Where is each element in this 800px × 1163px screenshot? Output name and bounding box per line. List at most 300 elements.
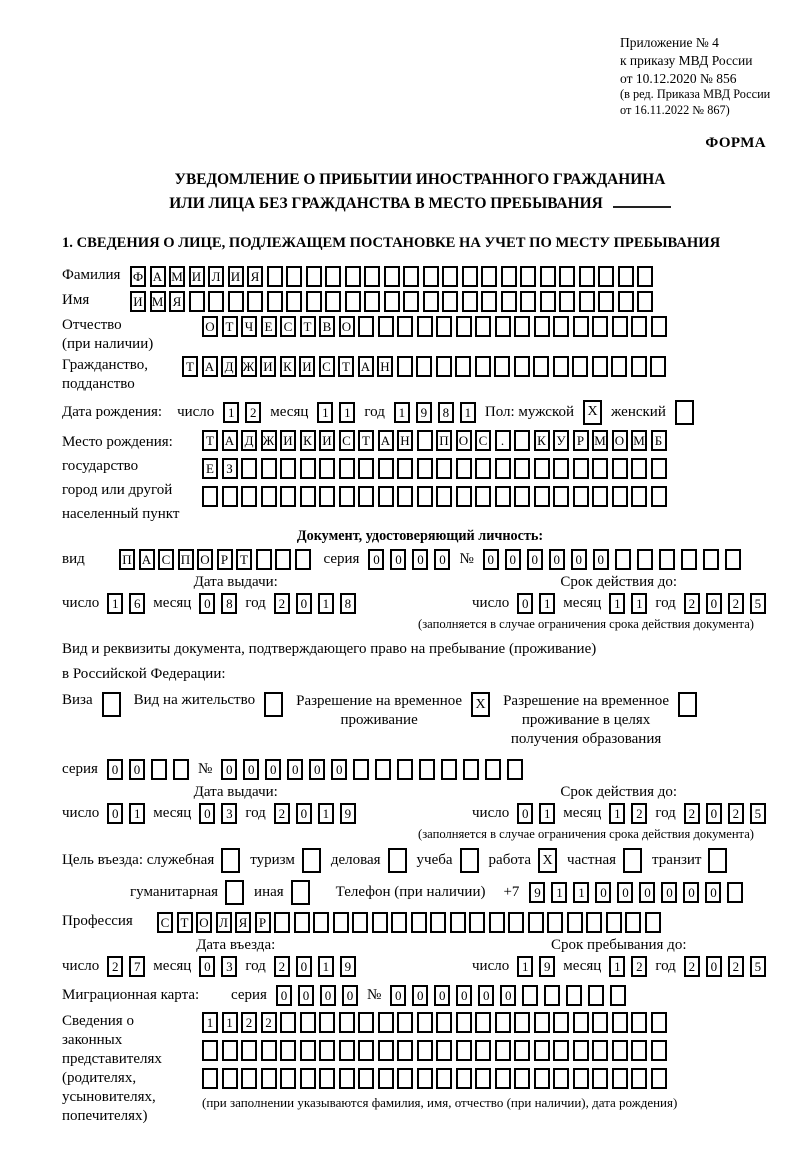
char-box[interactable]: П — [178, 549, 194, 570]
char-box[interactable] — [534, 1012, 550, 1033]
char-box[interactable]: И — [260, 356, 276, 377]
char-box[interactable]: С — [158, 549, 174, 570]
purpose-private-checkbox[interactable] — [623, 848, 642, 873]
char-box[interactable] — [501, 291, 517, 312]
char-box[interactable] — [319, 1012, 335, 1033]
purpose-business-checkbox[interactable] — [388, 848, 407, 873]
char-box[interactable]: 1 — [631, 593, 647, 614]
char-box[interactable]: 1 — [223, 402, 239, 423]
char-box[interactable] — [514, 1040, 530, 1061]
char-box[interactable]: 0 — [706, 956, 722, 977]
char-box[interactable]: Т — [182, 356, 198, 377]
char-box[interactable] — [300, 458, 316, 479]
char-box[interactable]: М — [592, 430, 608, 451]
char-box[interactable]: 1 — [317, 402, 333, 423]
char-box[interactable]: И — [189, 266, 205, 287]
female-checkbox[interactable] — [675, 400, 694, 425]
char-box[interactable] — [573, 316, 589, 337]
char-box[interactable] — [475, 316, 491, 337]
char-box[interactable] — [534, 1068, 550, 1089]
char-box[interactable] — [456, 1012, 472, 1033]
char-box[interactable] — [325, 266, 341, 287]
char-box[interactable]: 8 — [221, 593, 237, 614]
char-box[interactable] — [481, 266, 497, 287]
char-box[interactable] — [573, 1012, 589, 1033]
purpose-humanitarian-checkbox[interactable] — [225, 880, 244, 905]
char-box[interactable] — [436, 486, 452, 507]
char-box[interactable] — [300, 1040, 316, 1061]
char-box[interactable]: О — [456, 430, 472, 451]
char-box[interactable]: П — [436, 430, 452, 451]
char-box[interactable]: 0 — [243, 759, 259, 780]
char-box[interactable] — [358, 1040, 374, 1061]
purpose-work-checkbox[interactable]: X — [538, 848, 557, 873]
char-box[interactable] — [573, 458, 589, 479]
char-box[interactable]: 0 — [199, 593, 215, 614]
char-box[interactable]: 0 — [706, 593, 722, 614]
char-box[interactable] — [397, 356, 413, 377]
char-box[interactable] — [417, 1068, 433, 1089]
char-box[interactable]: Я — [247, 266, 263, 287]
char-box[interactable]: 9 — [340, 956, 356, 977]
char-box[interactable] — [222, 1040, 238, 1061]
char-box[interactable] — [651, 1040, 667, 1061]
char-box[interactable]: О — [196, 912, 212, 933]
char-box[interactable] — [501, 266, 517, 287]
char-box[interactable] — [475, 1012, 491, 1033]
char-box[interactable]: З — [222, 458, 238, 479]
char-box[interactable] — [579, 291, 595, 312]
char-box[interactable] — [534, 1040, 550, 1061]
char-box[interactable] — [241, 1068, 257, 1089]
char-box[interactable] — [261, 458, 277, 479]
char-box[interactable] — [475, 356, 491, 377]
char-box[interactable] — [588, 985, 604, 1006]
char-box[interactable]: Е — [261, 316, 277, 337]
char-box[interactable]: 2 — [728, 956, 744, 977]
char-box[interactable]: 2 — [684, 956, 700, 977]
char-box[interactable] — [436, 356, 452, 377]
char-box[interactable] — [358, 1068, 374, 1089]
char-box[interactable] — [514, 458, 530, 479]
char-box[interactable] — [391, 912, 407, 933]
char-box[interactable] — [611, 356, 627, 377]
char-box[interactable] — [645, 912, 661, 933]
char-box[interactable] — [553, 316, 569, 337]
char-box[interactable] — [612, 1068, 628, 1089]
char-box[interactable]: О — [197, 549, 213, 570]
char-box[interactable] — [631, 356, 647, 377]
char-box[interactable]: 1 — [222, 1012, 238, 1033]
char-box[interactable]: М — [169, 266, 185, 287]
char-box[interactable] — [436, 1040, 452, 1061]
char-box[interactable]: 0 — [434, 985, 450, 1006]
char-box[interactable] — [520, 266, 536, 287]
char-box[interactable] — [189, 291, 205, 312]
char-box[interactable] — [280, 458, 296, 479]
char-box[interactable]: К — [534, 430, 550, 451]
char-box[interactable]: 9 — [340, 803, 356, 824]
char-box[interactable] — [618, 266, 634, 287]
char-box[interactable] — [319, 486, 335, 507]
char-box[interactable]: 0 — [639, 882, 655, 903]
char-box[interactable]: Т — [338, 356, 354, 377]
char-box[interactable] — [280, 1012, 296, 1033]
char-box[interactable] — [651, 1012, 667, 1033]
char-box[interactable] — [540, 266, 556, 287]
char-box[interactable] — [353, 759, 369, 780]
char-box[interactable] — [397, 1012, 413, 1033]
char-box[interactable]: 0 — [549, 549, 565, 570]
char-box[interactable] — [631, 316, 647, 337]
char-box[interactable] — [514, 486, 530, 507]
char-box[interactable] — [533, 356, 549, 377]
char-box[interactable]: С — [339, 430, 355, 451]
char-box[interactable] — [514, 316, 530, 337]
char-box[interactable] — [372, 912, 388, 933]
char-box[interactable]: 0 — [129, 759, 145, 780]
char-box[interactable]: 3 — [221, 803, 237, 824]
char-box[interactable]: 1 — [202, 1012, 218, 1033]
char-box[interactable] — [397, 1040, 413, 1061]
char-box[interactable] — [659, 549, 675, 570]
char-box[interactable]: И — [130, 291, 146, 312]
char-box[interactable]: Я — [235, 912, 251, 933]
char-box[interactable] — [339, 1068, 355, 1089]
char-box[interactable] — [592, 1040, 608, 1061]
char-box[interactable] — [256, 549, 272, 570]
char-box[interactable] — [481, 291, 497, 312]
char-box[interactable] — [397, 316, 413, 337]
char-box[interactable] — [631, 1068, 647, 1089]
char-box[interactable] — [610, 985, 626, 1006]
char-box[interactable]: 0 — [517, 593, 533, 614]
char-box[interactable] — [520, 291, 536, 312]
char-box[interactable]: 0 — [706, 803, 722, 824]
char-box[interactable] — [522, 985, 538, 1006]
char-box[interactable]: 0 — [500, 985, 516, 1006]
char-box[interactable]: 0 — [287, 759, 303, 780]
char-box[interactable]: Р — [573, 430, 589, 451]
char-box[interactable]: 0 — [617, 882, 633, 903]
char-box[interactable] — [345, 291, 361, 312]
char-box[interactable]: 1 — [609, 593, 625, 614]
char-box[interactable]: 1 — [129, 803, 145, 824]
char-box[interactable] — [300, 1012, 316, 1033]
char-box[interactable]: 1 — [551, 882, 567, 903]
char-box[interactable] — [378, 1068, 394, 1089]
char-box[interactable] — [358, 458, 374, 479]
char-box[interactable] — [637, 549, 653, 570]
char-box[interactable] — [507, 759, 523, 780]
char-box[interactable] — [419, 759, 435, 780]
char-box[interactable]: 5 — [750, 956, 766, 977]
char-box[interactable]: О — [612, 430, 628, 451]
char-box[interactable] — [553, 1068, 569, 1089]
char-box[interactable] — [364, 266, 380, 287]
char-box[interactable] — [450, 912, 466, 933]
char-box[interactable] — [651, 458, 667, 479]
char-box[interactable]: А — [202, 356, 218, 377]
char-box[interactable] — [306, 291, 322, 312]
char-box[interactable] — [508, 912, 524, 933]
char-box[interactable] — [514, 430, 530, 451]
char-box[interactable] — [325, 291, 341, 312]
char-box[interactable] — [378, 1040, 394, 1061]
char-box[interactable] — [352, 912, 368, 933]
char-box[interactable] — [475, 486, 491, 507]
char-box[interactable]: 0 — [571, 549, 587, 570]
char-box[interactable] — [202, 1068, 218, 1089]
char-box[interactable]: 2 — [241, 1012, 257, 1033]
char-box[interactable] — [544, 985, 560, 1006]
char-box[interactable] — [261, 1040, 277, 1061]
char-box[interactable] — [241, 486, 257, 507]
char-box[interactable]: Ж — [241, 356, 257, 377]
char-box[interactable] — [495, 1068, 511, 1089]
char-box[interactable]: 2 — [245, 402, 261, 423]
char-box[interactable]: 0 — [593, 549, 609, 570]
char-box[interactable] — [286, 291, 302, 312]
char-box[interactable] — [514, 1012, 530, 1033]
char-box[interactable] — [280, 1068, 296, 1089]
char-box[interactable] — [650, 356, 666, 377]
char-box[interactable] — [547, 912, 563, 933]
char-box[interactable]: 9 — [529, 882, 545, 903]
char-box[interactable]: 1 — [339, 402, 355, 423]
char-box[interactable]: 1 — [460, 402, 476, 423]
char-box[interactable]: 0 — [309, 759, 325, 780]
char-box[interactable] — [267, 266, 283, 287]
char-box[interactable]: 0 — [296, 593, 312, 614]
char-box[interactable] — [475, 1040, 491, 1061]
char-box[interactable] — [651, 486, 667, 507]
char-box[interactable]: Н — [377, 356, 393, 377]
char-box[interactable]: К — [280, 356, 296, 377]
char-box[interactable]: А — [139, 549, 155, 570]
char-box[interactable]: 0 — [276, 985, 292, 1006]
char-box[interactable] — [528, 912, 544, 933]
char-box[interactable] — [456, 486, 472, 507]
char-box[interactable] — [573, 1068, 589, 1089]
char-box[interactable] — [615, 549, 631, 570]
char-box[interactable] — [397, 486, 413, 507]
char-box[interactable]: Д — [221, 356, 237, 377]
char-box[interactable]: С — [280, 316, 296, 337]
char-box[interactable] — [423, 291, 439, 312]
char-box[interactable] — [625, 912, 641, 933]
char-box[interactable]: 1 — [609, 803, 625, 824]
char-box[interactable] — [456, 1068, 472, 1089]
char-box[interactable]: 7 — [129, 956, 145, 977]
char-box[interactable] — [566, 985, 582, 1006]
char-box[interactable] — [364, 291, 380, 312]
char-box[interactable]: 0 — [661, 882, 677, 903]
char-box[interactable]: 9 — [416, 402, 432, 423]
char-box[interactable]: Е — [202, 458, 218, 479]
char-box[interactable] — [540, 291, 556, 312]
char-box[interactable] — [495, 486, 511, 507]
char-box[interactable] — [592, 316, 608, 337]
char-box[interactable]: 0 — [705, 882, 721, 903]
char-box[interactable]: К — [300, 430, 316, 451]
char-box[interactable]: 2 — [684, 803, 700, 824]
char-box[interactable] — [151, 759, 167, 780]
char-box[interactable] — [378, 458, 394, 479]
char-box[interactable] — [294, 912, 310, 933]
char-box[interactable] — [456, 316, 472, 337]
char-box[interactable] — [397, 458, 413, 479]
char-box[interactable]: Т — [300, 316, 316, 337]
char-box[interactable]: 0 — [199, 956, 215, 977]
char-box[interactable] — [300, 486, 316, 507]
char-box[interactable]: 0 — [221, 759, 237, 780]
char-box[interactable] — [378, 1012, 394, 1033]
purpose-study-checkbox[interactable] — [460, 848, 479, 873]
char-box[interactable] — [378, 316, 394, 337]
char-box[interactable] — [208, 291, 224, 312]
char-box[interactable] — [462, 266, 478, 287]
char-box[interactable]: Р — [255, 912, 271, 933]
char-box[interactable]: О — [339, 316, 355, 337]
char-box[interactable] — [436, 1068, 452, 1089]
char-box[interactable] — [378, 486, 394, 507]
char-box[interactable] — [442, 291, 458, 312]
char-box[interactable] — [534, 486, 550, 507]
char-box[interactable] — [572, 356, 588, 377]
char-box[interactable] — [403, 266, 419, 287]
char-box[interactable] — [631, 458, 647, 479]
char-box[interactable]: Б — [651, 430, 667, 451]
char-box[interactable]: А — [150, 266, 166, 287]
char-box[interactable]: 1 — [318, 956, 334, 977]
char-box[interactable]: А — [378, 430, 394, 451]
char-box[interactable] — [612, 1012, 628, 1033]
char-box[interactable] — [274, 912, 290, 933]
char-box[interactable]: П — [119, 549, 135, 570]
char-box[interactable]: Т — [236, 549, 252, 570]
char-box[interactable] — [339, 1040, 355, 1061]
char-box[interactable] — [358, 1012, 374, 1033]
char-box[interactable] — [553, 356, 569, 377]
char-box[interactable]: А — [222, 430, 238, 451]
char-box[interactable] — [618, 291, 634, 312]
char-box[interactable]: И — [319, 430, 335, 451]
char-box[interactable] — [598, 291, 614, 312]
char-box[interactable] — [637, 266, 653, 287]
char-box[interactable] — [553, 1012, 569, 1033]
char-box[interactable]: О — [202, 316, 218, 337]
char-box[interactable]: В — [319, 316, 335, 337]
char-box[interactable]: 0 — [296, 956, 312, 977]
char-box[interactable] — [592, 486, 608, 507]
char-box[interactable] — [514, 1068, 530, 1089]
char-box[interactable] — [592, 1012, 608, 1033]
char-box[interactable] — [475, 458, 491, 479]
char-box[interactable] — [313, 912, 329, 933]
char-box[interactable]: 0 — [296, 803, 312, 824]
char-box[interactable]: 0 — [483, 549, 499, 570]
char-box[interactable] — [592, 458, 608, 479]
char-box[interactable]: Ф — [130, 266, 146, 287]
char-box[interactable] — [612, 316, 628, 337]
char-box[interactable] — [247, 291, 263, 312]
char-box[interactable] — [417, 316, 433, 337]
purpose-tourism-checkbox[interactable] — [302, 848, 321, 873]
char-box[interactable] — [436, 316, 452, 337]
char-box[interactable] — [339, 1012, 355, 1033]
char-box[interactable]: 8 — [340, 593, 356, 614]
char-box[interactable] — [417, 1040, 433, 1061]
char-box[interactable]: 1 — [573, 882, 589, 903]
char-box[interactable] — [430, 912, 446, 933]
char-box[interactable]: У — [553, 430, 569, 451]
char-box[interactable] — [241, 458, 257, 479]
char-box[interactable] — [463, 759, 479, 780]
char-box[interactable] — [267, 291, 283, 312]
char-box[interactable]: Ж — [261, 430, 277, 451]
char-box[interactable] — [456, 1040, 472, 1061]
char-box[interactable]: 2 — [684, 593, 700, 614]
char-box[interactable] — [397, 759, 413, 780]
char-box[interactable] — [725, 549, 741, 570]
char-box[interactable]: 0 — [320, 985, 336, 1006]
char-box[interactable] — [384, 291, 400, 312]
char-box[interactable]: Ч — [241, 316, 257, 337]
char-box[interactable]: 0 — [412, 985, 428, 1006]
char-box[interactable] — [417, 458, 433, 479]
char-box[interactable] — [469, 912, 485, 933]
purpose-other-checkbox[interactable] — [291, 880, 310, 905]
char-box[interactable]: 2 — [274, 956, 290, 977]
char-box[interactable] — [261, 486, 277, 507]
char-box[interactable]: Н — [397, 430, 413, 451]
char-box[interactable] — [423, 266, 439, 287]
char-box[interactable] — [727, 882, 743, 903]
char-box[interactable]: 1 — [394, 402, 410, 423]
char-box[interactable]: 2 — [274, 593, 290, 614]
char-box[interactable] — [441, 759, 457, 780]
char-box[interactable] — [319, 1068, 335, 1089]
char-box[interactable]: 0 — [368, 549, 384, 570]
char-box[interactable] — [280, 1040, 296, 1061]
char-box[interactable] — [228, 291, 244, 312]
char-box[interactable] — [489, 912, 505, 933]
char-box[interactable] — [456, 458, 472, 479]
male-checkbox[interactable]: X — [583, 400, 602, 425]
char-box[interactable] — [495, 1012, 511, 1033]
char-box[interactable] — [475, 1068, 491, 1089]
char-box[interactable] — [275, 549, 291, 570]
char-box[interactable] — [403, 291, 419, 312]
char-box[interactable] — [573, 486, 589, 507]
char-box[interactable]: Р — [217, 549, 233, 570]
char-box[interactable] — [612, 458, 628, 479]
char-box[interactable]: 2 — [274, 803, 290, 824]
char-box[interactable] — [592, 1068, 608, 1089]
char-box[interactable] — [703, 549, 719, 570]
char-box[interactable]: 0 — [298, 985, 314, 1006]
char-box[interactable]: И — [228, 266, 244, 287]
char-box[interactable] — [319, 458, 335, 479]
char-box[interactable] — [306, 266, 322, 287]
char-box[interactable] — [495, 1040, 511, 1061]
char-box[interactable] — [573, 1040, 589, 1061]
char-box[interactable]: Т — [358, 430, 374, 451]
char-box[interactable] — [397, 1068, 413, 1089]
char-box[interactable]: 0 — [107, 759, 123, 780]
char-box[interactable]: 2 — [261, 1012, 277, 1033]
